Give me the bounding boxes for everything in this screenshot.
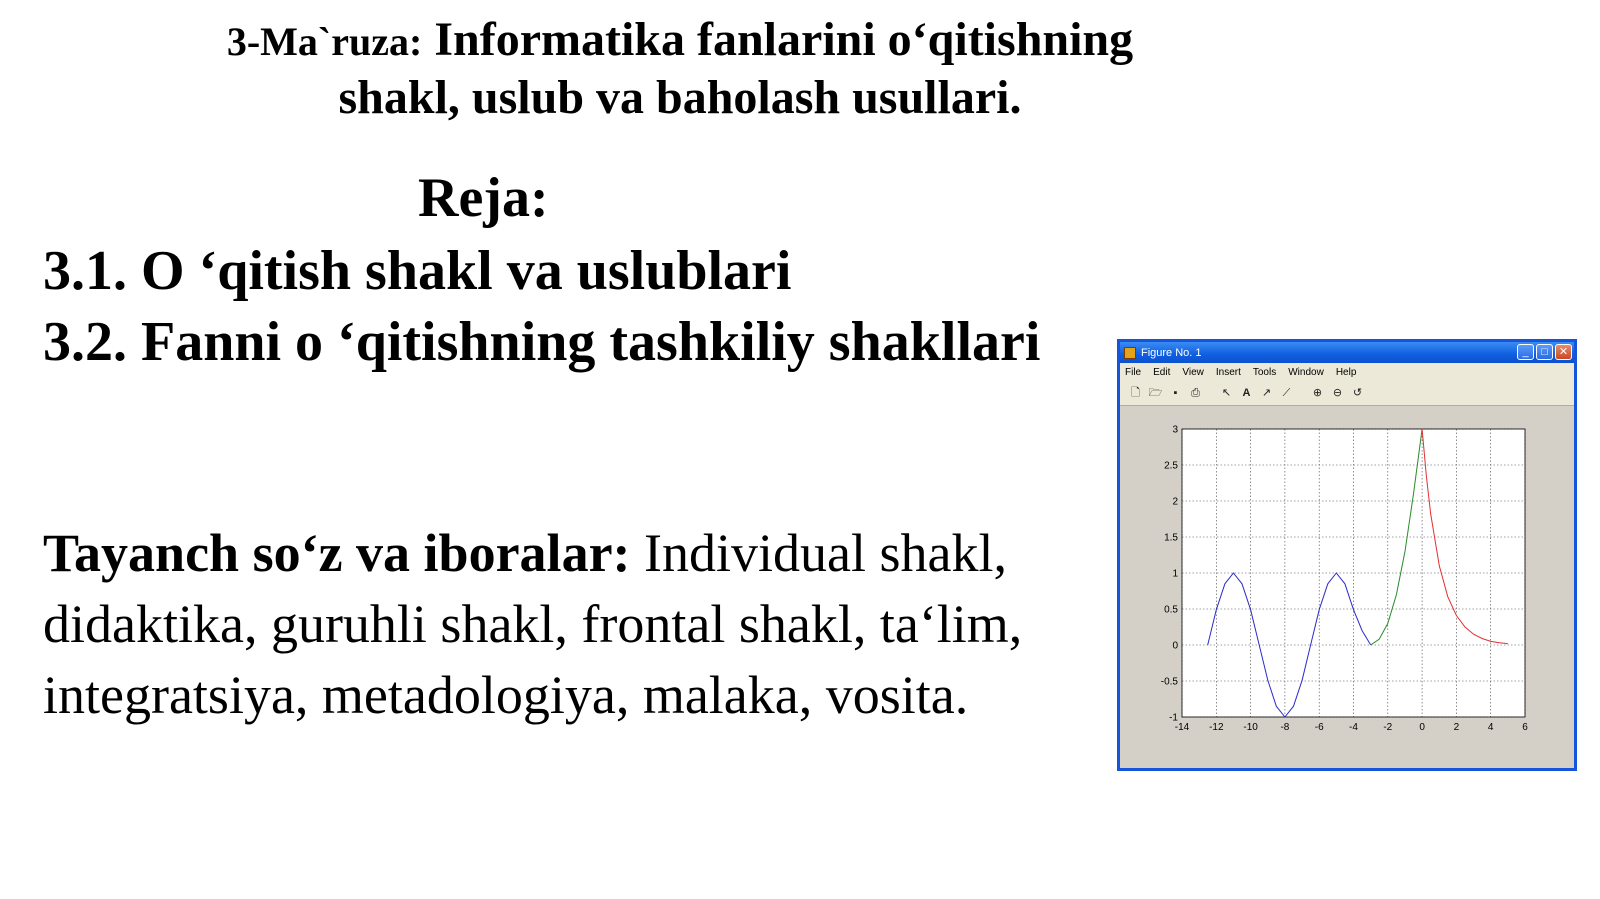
x-tick-label: 4: [1487, 722, 1494, 733]
keywords-paragraph: [43, 518, 1083, 731]
keywords-label: Tayanch so‘z va iboralar:: [43, 523, 631, 583]
plot-svg: [1120, 406, 1574, 768]
y-tick-label: 3: [1172, 424, 1178, 436]
x-tick-label: -10: [1243, 722, 1258, 733]
y-tick-label: 2.5: [1164, 460, 1178, 472]
y-tick-label: -0.5: [1160, 676, 1178, 688]
menu-tools[interactable]: Tools: [1252, 366, 1277, 378]
title-prefix: 3-Ma`ruza:: [226, 19, 423, 64]
rotate-icon[interactable]: ↺: [1352, 386, 1363, 399]
y-tick-label: 2: [1172, 496, 1178, 508]
zoom-in-icon[interactable]: ⊕: [1312, 386, 1323, 399]
plan-list: [43, 236, 1063, 378]
x-tick-label: -8: [1280, 722, 1290, 733]
x-tick-label: -6: [1314, 722, 1324, 733]
menu-bar: [1120, 363, 1574, 381]
title-line-1: [90, 12, 1270, 70]
new-icon[interactable]: 🗋: [1131, 386, 1140, 399]
plan-heading: Reja:: [418, 167, 549, 229]
x-tick-label: 2: [1453, 722, 1460, 733]
x-tick-label: 6: [1522, 722, 1528, 733]
arrow-icon[interactable]: ↖: [1221, 386, 1232, 399]
x-tick-label: 0: [1419, 722, 1425, 733]
menu-insert[interactable]: Insert: [1215, 366, 1241, 378]
plan-item-1: 3.1. O ‘qitish shakl va uslublari: [43, 240, 792, 302]
slide-title: [90, 12, 1270, 126]
zoom-out-icon[interactable]: ⊖: [1332, 386, 1343, 399]
line-icon[interactable]: ⟋: [1282, 386, 1291, 399]
x-tick-label: -14: [1174, 722, 1190, 733]
window-titlebar[interactable]: [1120, 342, 1574, 363]
y-tick-label: 0: [1172, 640, 1178, 652]
open-icon[interactable]: 🗁: [1148, 386, 1163, 399]
x-tick-label: -12: [1209, 722, 1224, 733]
y-tick-label: 1: [1172, 568, 1178, 580]
maximize-button[interactable]: □: [1536, 344, 1553, 360]
x-tick-label: -4: [1349, 722, 1358, 733]
print-icon[interactable]: ⎙: [1191, 386, 1200, 399]
y-tick-label: 0.5: [1164, 604, 1178, 616]
window-title: Figure No. 1: [1141, 346, 1202, 359]
plot-area: [1120, 406, 1574, 768]
menu-edit[interactable]: Edit: [1153, 366, 1171, 378]
title-line-2: shakl, uslub va baholash usullari.: [338, 71, 1022, 124]
plan-item-2: 3.2. Fanni o ‘qitishning tashkiliy shakllari: [43, 311, 1041, 373]
menu-file[interactable]: File: [1125, 366, 1142, 378]
y-tick-label: 1.5: [1164, 532, 1178, 544]
save-icon[interactable]: ▪: [1173, 386, 1178, 399]
menu-window[interactable]: Window: [1288, 366, 1324, 378]
text-icon[interactable]: A: [1242, 386, 1251, 399]
figure-window[interactable]: [1117, 339, 1577, 771]
minimize-button[interactable]: _: [1517, 344, 1534, 360]
x-tick-label: -2: [1383, 722, 1393, 733]
menu-view[interactable]: View: [1182, 366, 1204, 378]
y-tick-label: -1: [1169, 712, 1178, 724]
matlab-app-icon: [1124, 347, 1136, 359]
close-button[interactable]: ✕: [1555, 344, 1572, 360]
keywords-text: Individual shakl, didaktika, guruhli shakl, frontal shakl, ta‘lim, integratsiya, metadologiya, malaka, vosita.: [43, 523, 1023, 725]
menu-help[interactable]: Help: [1335, 366, 1357, 378]
line-arrow-icon[interactable]: ↗: [1261, 386, 1272, 399]
title-line-1-text: Informatika fanlarini o‘qitishning: [434, 13, 1134, 66]
figure-toolbar: [1120, 381, 1574, 406]
